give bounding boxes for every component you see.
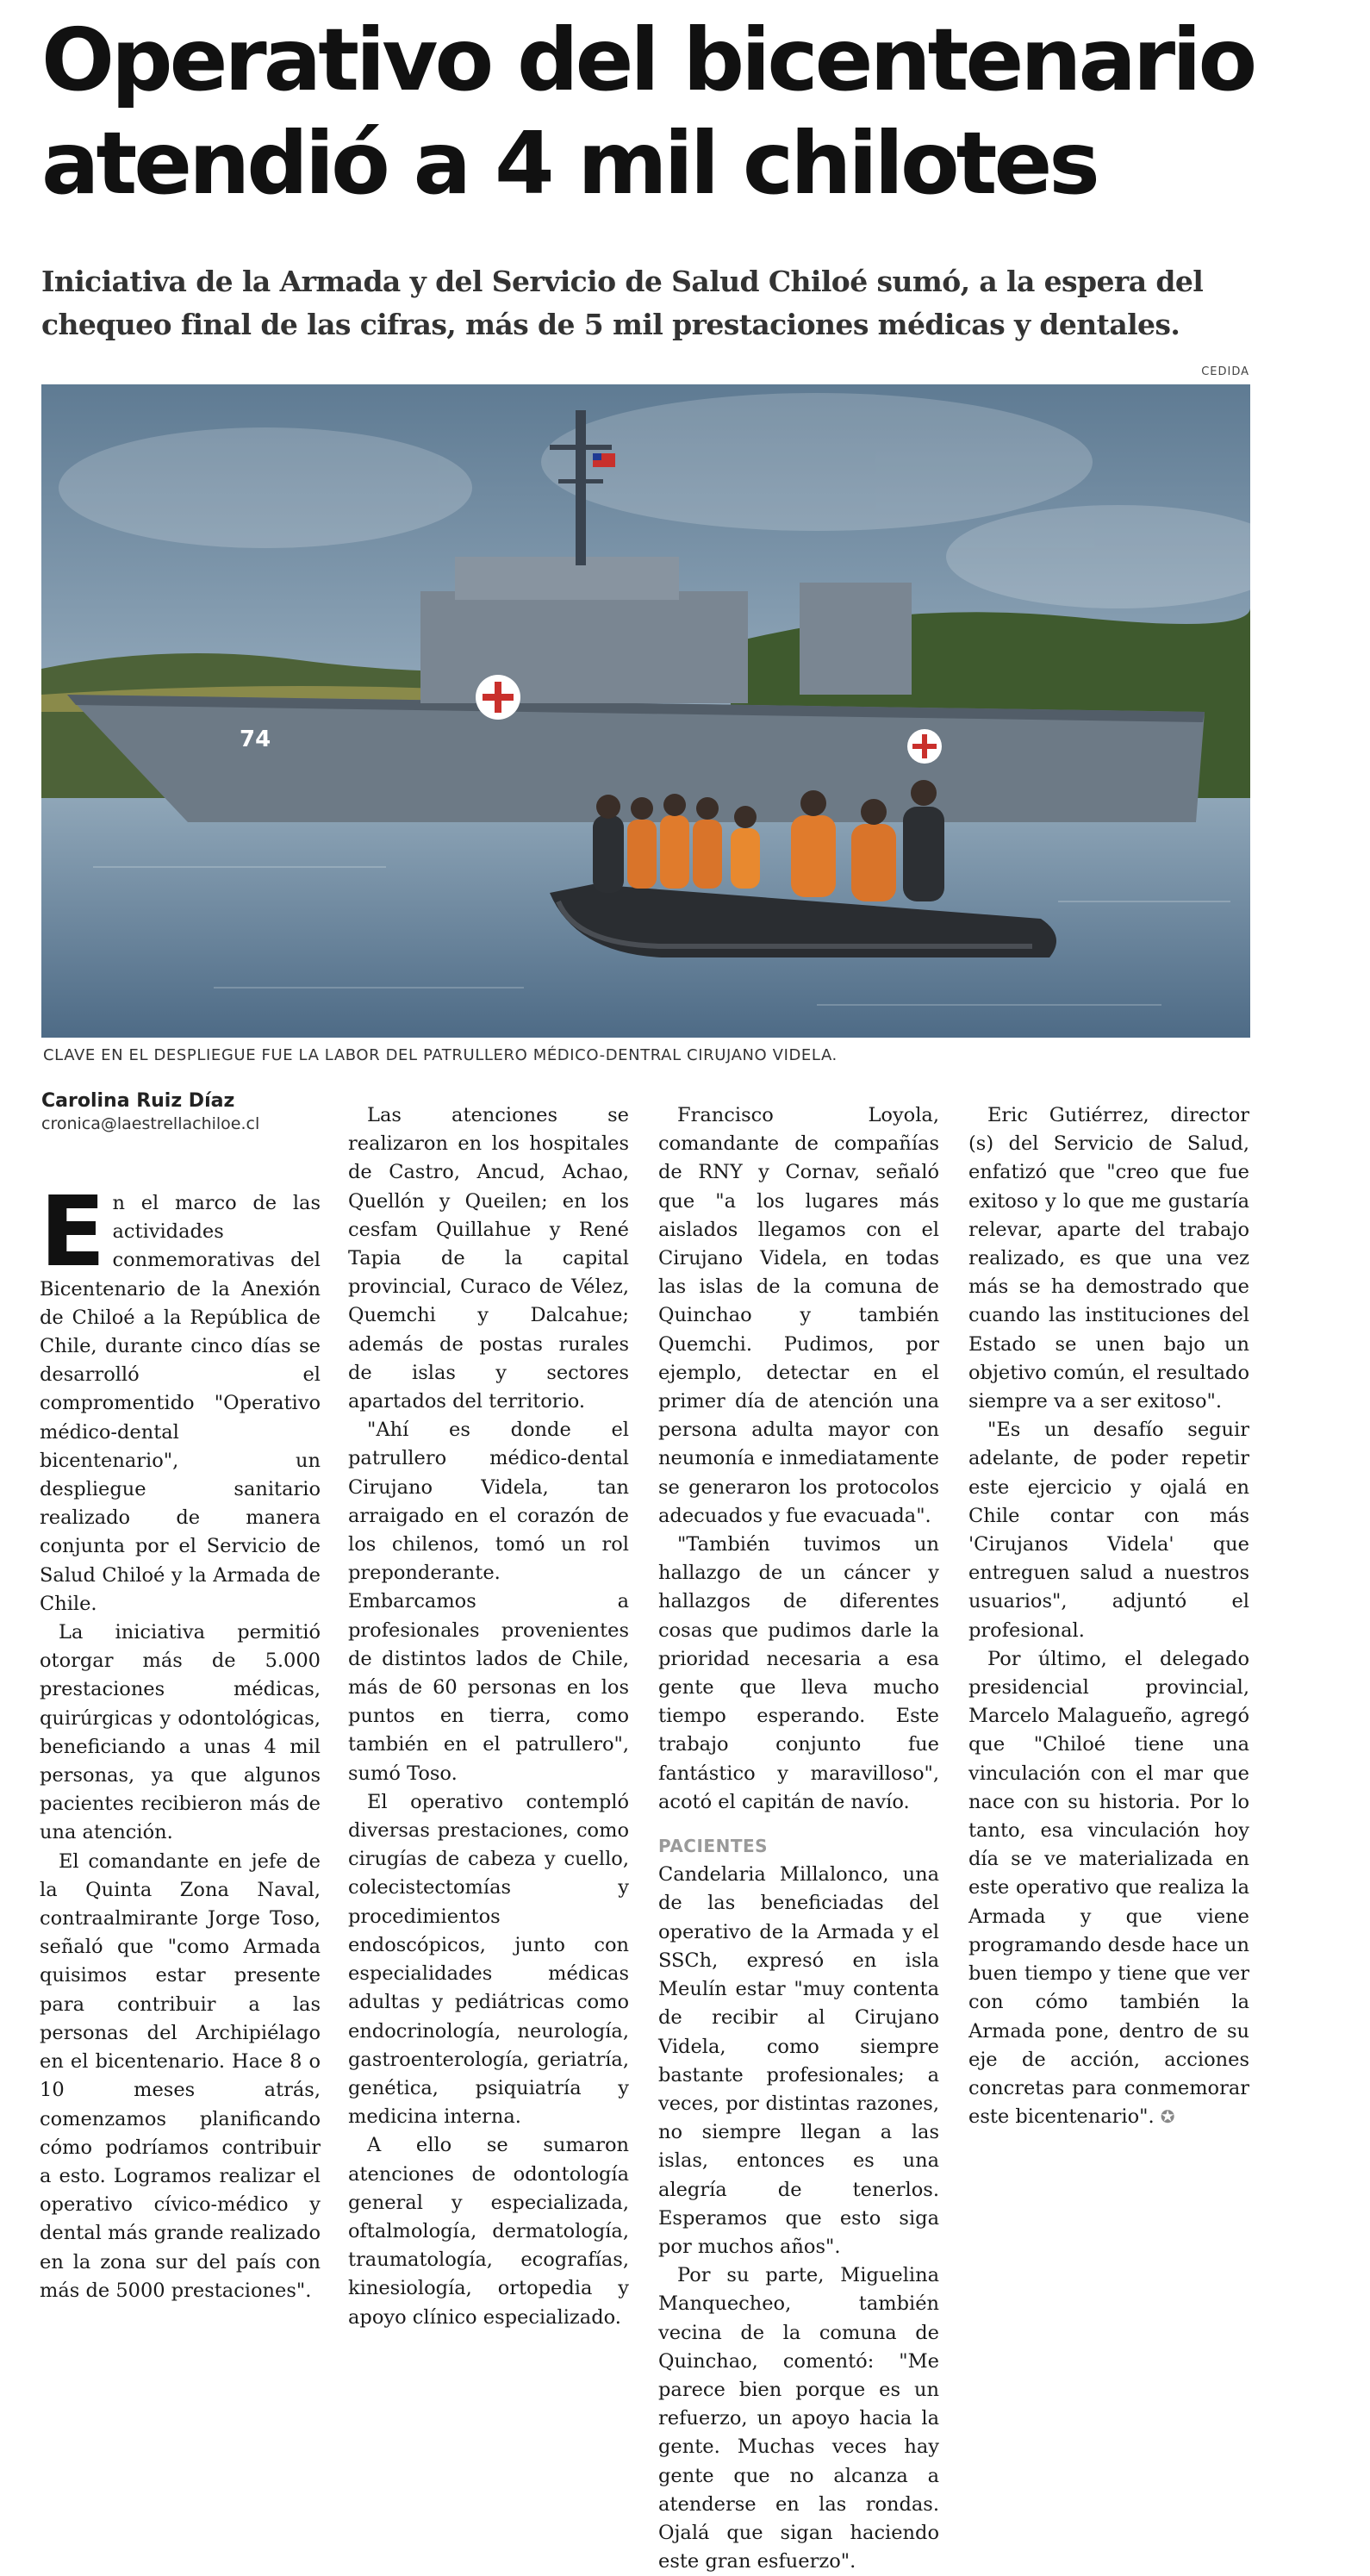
column-3 bbox=[658, 1101, 939, 2576]
paragraph: A ello se sumaron atenciones de odontología general y especializada, oftalmología, dermatología, traumatología, ecografías, kinesiología, ortopedia y apoyo clínico especializado. bbox=[348, 2134, 629, 2329]
paragraph: La iniciativa permitió otorgar más de 5.000 prestaciones médicas, quirúrgicas y odontológicas, beneficiando a unas 4 mil personas, ya que algunos pacientes recibieron más de una atención. bbox=[40, 1621, 321, 1844]
paragraph: El operativo contempló diversas prestaciones, como cirugías de cabeza y cuello, colecistectomías y procedimientos endoscópicos, junto con especialidades médicas adultas y pediátricas como endocrinología, neurología, gastroenterología, geriatría, genética, psiquiatría y medicina interna. bbox=[348, 1790, 629, 2129]
ship-superstructure bbox=[420, 591, 748, 703]
paragraph: Por último, el delegado presidencial provincial, Marcelo Malagueño, agregó que "Chiloé tiene una vinculación con el mar que nace con su historia. Por lo tanto, esa vinculación hoy día se ve materializada en este operativo que realiza la Armada y que viene programando desde hace un buen tiempo y tiene que ver con cómo también la Armada pone, dentro de su eje de acción, acciones concretas para conmemorar este bicentenario". ✪ bbox=[968, 1647, 1249, 2129]
deck-line-2: chequeo final de las cifras, más de 5 mil prestaciones médicas y dentales. bbox=[41, 308, 1180, 341]
paragraph: En el marco de las actividades conmemorativas del Bicentenario de la Anexión de Chiloé a la República de Chile, durante cinco días se desarrolló el compromentido "Operativo médico-dental bicentenario", un despliegue sanitario realizado de manera conjunta por el Servicio de Salud Chiloé y la Armada de Chile. bbox=[40, 1176, 321, 1615]
column-4 bbox=[968, 1101, 1249, 2131]
author-name: Carolina Ruiz Díaz bbox=[41, 1090, 235, 1112]
paragraph: Las atenciones se realizaron en los hospitales de Castro, Ancud, Achao, Quellón y Queilen; en los cesfam Quillahue y René Tapia de la capital provincial, Curaco de Vélez, Quemchi y Dalcahue; además de postas rurales de islas y sectores apartados del territorio. bbox=[348, 1104, 629, 1413]
paragraph: Por su parte, Miguelina Manquecheo, también vecina de la comuna de Quinchao, comentó: "Me parece bien porque es un refuerzo, un apoyo hacia la gente. Muchas veces hay gente que no alcanza a atenderse en las rondas. Ojalá que sigan haciendo este gran esfuerzo". bbox=[658, 2264, 939, 2573]
column-2 bbox=[348, 1101, 629, 2332]
ship-scene-illustration bbox=[41, 384, 1250, 1038]
paragraph: Francisco Loyola, comandante de compañías de RNY y Cornav, señaló que "a los lugares más aislados llegamos con el Cirujano Videla, en todas las islas de la comuna de Quinchao y también Quemchi. Pudimos, por ejemplo, detectar en el primer día de atención una persona adulta mayor con neumonía e inmediatamente se generaron los protocolos adecuados y fue evacuada". bbox=[658, 1104, 939, 1527]
paragraph: "También tuvimos un hallazgo de un cáncer y hallazgos de diferentes cosas que pudimos darle la prioridad necesaria a esa gente que lleva mucho tiempo esperando. Este trabajo conjunto fue fantástico y maravilloso", acotó el capitán de navío. bbox=[658, 1533, 939, 1813]
photo-caption: CLAVE EN EL DESPLIEGUE FUE LA LABOR DEL PATRULLERO MÉDICO-DENTRAL CIRUJANO VIDELA. bbox=[43, 1046, 838, 1064]
article-photo bbox=[41, 384, 1250, 1038]
ship-mast bbox=[576, 410, 586, 565]
column-1 bbox=[40, 1176, 321, 2305]
section-label-pacientes: PACIENTES bbox=[658, 1836, 769, 1857]
end-mark-icon: ✪ bbox=[1160, 2106, 1175, 2128]
headline-line-2: atendió a 4 mil chilotes bbox=[41, 113, 1097, 214]
dropcap: E bbox=[40, 1176, 106, 1288]
paragraph: Eric Gutiérrez, director (s) del Servicio de Salud, enfatizó que "creo que fue exitoso y lo que me gustaría relevar, aparte del trabajo realizado, es que una vez más se ha demostrado que cuando las instituciones del Estado se unen bajo un objetivo común, el resultado siempre va a ser exitoso". bbox=[968, 1104, 1249, 1413]
deck-line-1: Iniciativa de la Armada y del Servicio de Salud Chiloé sumó, a la espera del bbox=[41, 265, 1204, 298]
author-email[interactable]: cronica@laestrellachiloe.cl bbox=[41, 1114, 260, 1133]
ship-hull-number: 74 bbox=[240, 727, 271, 752]
paragraph: El comandante en jefe de la Quinta Zona Naval, contraalmirante Jorge Toso, señaló que "como Armada quisimos estar presente para contribuir a las personas del Archipiélago en el bicentenario. Hace 8 o 10 meses atrás, comenzamos planificando cómo podríamos contribuir a esto. Logramos realizar el operativo cívico-médico y dental más grande realizado en la zona sur del país con más de 5000 prestaciones". bbox=[40, 1849, 321, 2302]
headline bbox=[41, 9, 1334, 215]
byline bbox=[41, 1089, 326, 1136]
paragraph: "Ahí es donde el patrullero médico-dental Cirujano Videla, tan arraigado en el corazón de los chilenos, tomó un rol preponderante. Embarcamos a profesionales provenientes de distintos lados de Chile, más de 60 personas en los puntos en tierra, como también en el patrullero", sumó Toso. bbox=[348, 1419, 629, 1785]
paragraph: Candelaria Millalonco, una de las beneficiadas del operativo de la Armada y el SSCh, expresó en isla Meulín estar "muy contenta de recibir al Cirujano Videla, como siempre bastante profesionales; a veces, por distintas razones, no siempre llegan a las islas, entonces es una alegría de tenerlos. Esperamos que esto siga por muchos años". bbox=[658, 1863, 939, 2258]
headline-line-1: Operativo del bicentenario bbox=[41, 9, 1255, 110]
photo-credit: CEDIDA bbox=[1201, 365, 1249, 378]
deck-subtitle bbox=[41, 260, 1265, 346]
paragraph: "Es un desafío seguir adelante, de poder repetir este ejercicio y ojalá en Chile contar con más 'Cirujanos Videla' que entreguen salud a nuestros usuarios", adjuntó el profesional. bbox=[968, 1419, 1249, 1642]
